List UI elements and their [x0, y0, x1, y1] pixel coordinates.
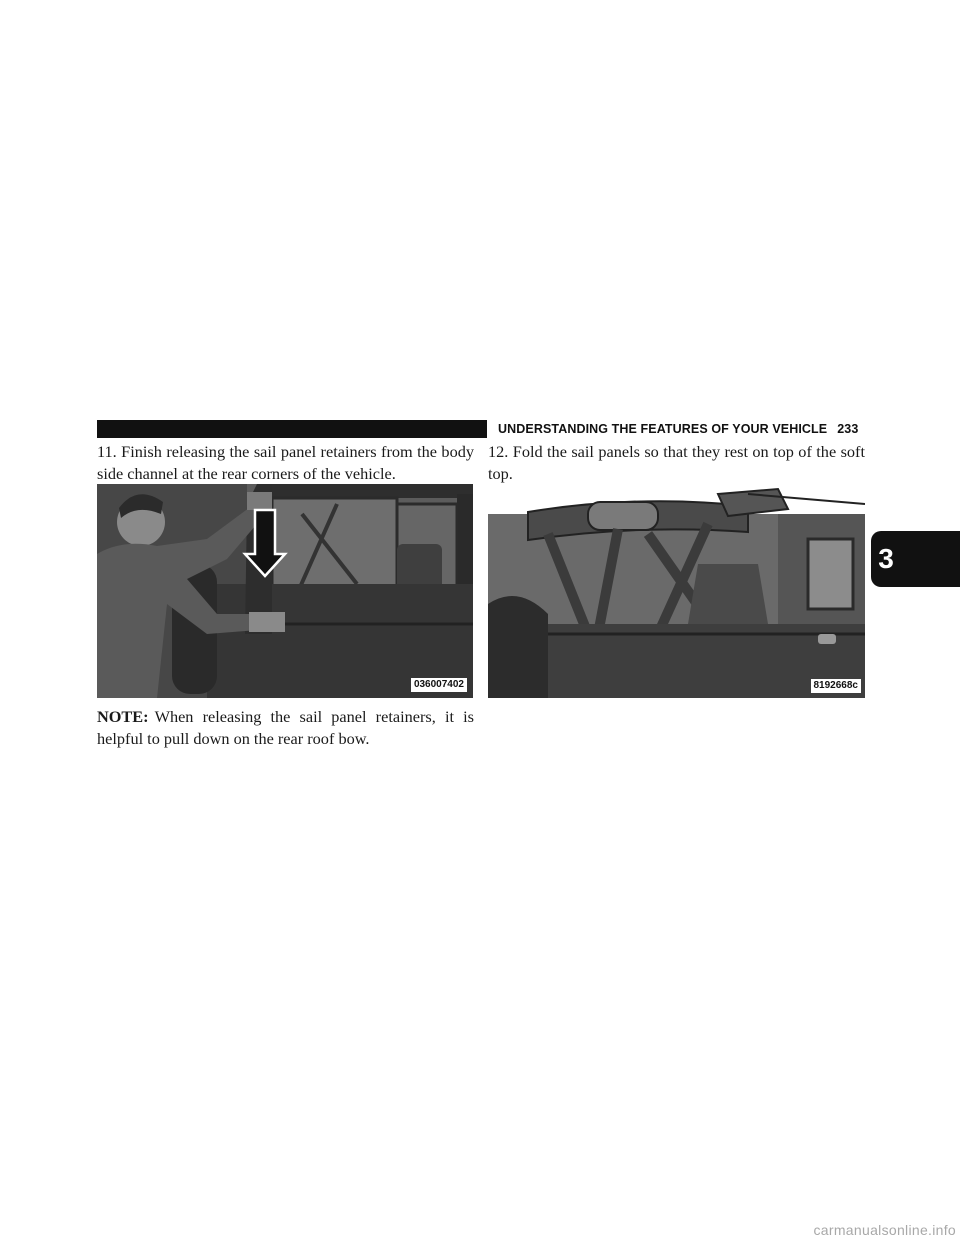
- step-11-text: 11. Finish releasing the sail panel retainers from the body side channel at the rear corners of the vehicle.: [97, 442, 474, 483]
- figure-folded-sail-panels: [488, 484, 865, 698]
- chapter-tab: [871, 531, 960, 587]
- left-column: [97, 441, 474, 485]
- figure-code: 8192668c: [811, 679, 862, 693]
- step-12-text: 12. Fold the sail panels so that they rest on top of the soft top.: [488, 442, 865, 483]
- header-rule-bar: [97, 420, 487, 438]
- sail-panel-release-illustration: [97, 484, 473, 698]
- note-text: When releasing the sail panel retainers, it is helpful to pull down on the rear roof bow.: [97, 707, 474, 748]
- figure-sail-panel-release: [97, 484, 473, 698]
- note-label: NOTE:: [97, 707, 149, 726]
- running-header: [498, 420, 858, 438]
- chapter-number: 3: [878, 543, 894, 574]
- watermark: carmanualsonline.info: [813, 1222, 956, 1238]
- right-column: [488, 441, 865, 485]
- section-title: UNDERSTANDING THE FEATURES OF YOUR VEHICLE: [498, 422, 828, 436]
- page-number: 233: [837, 422, 859, 436]
- folded-sail-panels-illustration: [488, 484, 865, 698]
- figure-code: 036007402: [411, 678, 467, 692]
- note-paragraph: [97, 706, 474, 750]
